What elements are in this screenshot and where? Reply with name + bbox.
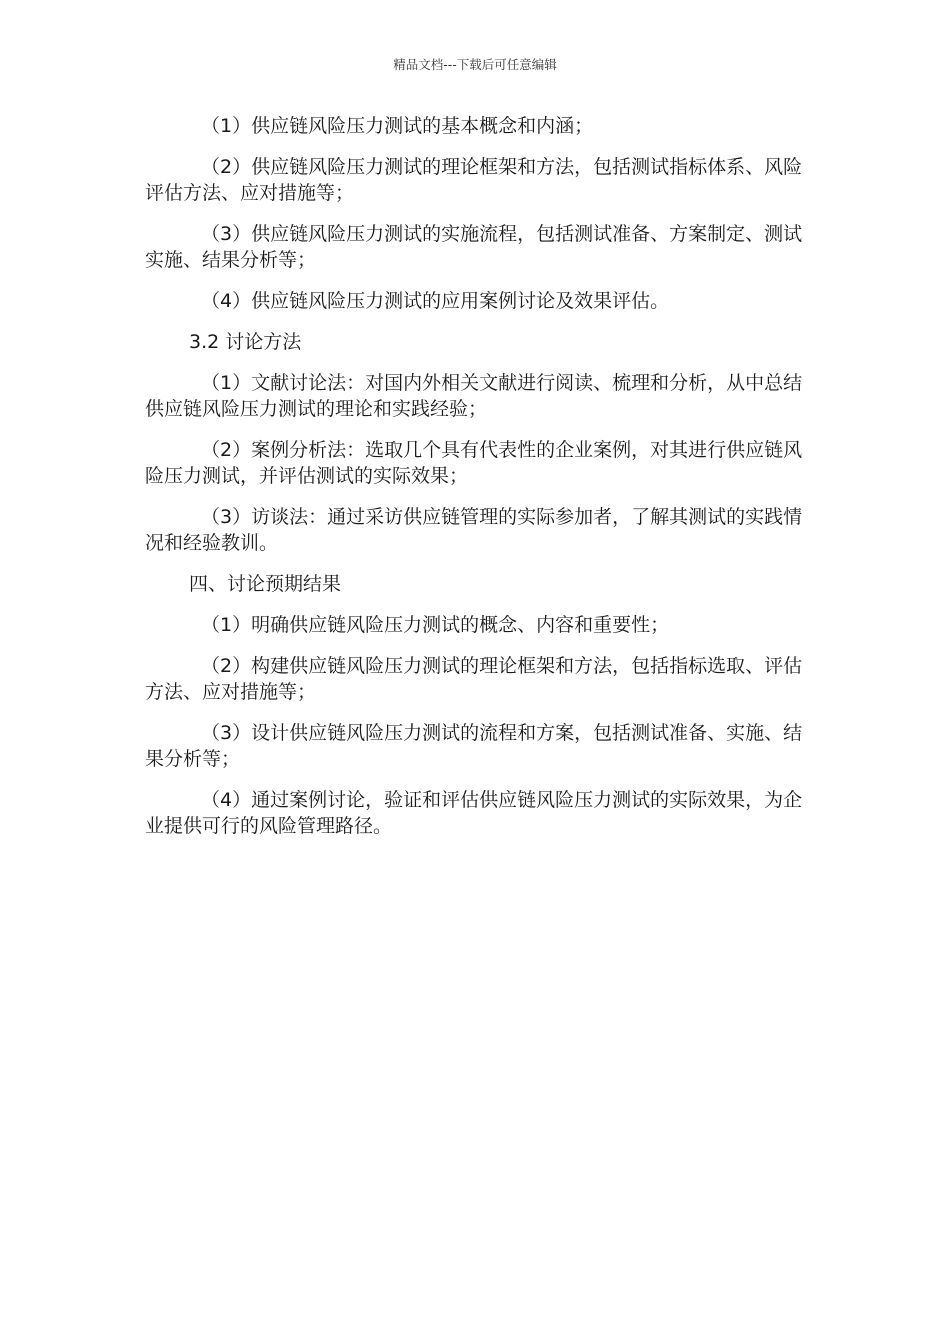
section-heading-methods: 3.2 讨论方法 — [189, 331, 302, 353]
paragraph-method-1: （1）文献讨论法：对国内外相关文献进行阅读、梳理和分析，从中总结供应链风险压力测试的理论和实践经验； — [145, 372, 803, 420]
document-body — [145, 113, 820, 854]
page-header: 精品文档---下载后可任意编辑 — [393, 57, 557, 72]
paragraph-result-3: （3）设计供应链风险压力测试的流程和方案，包括测试准备、实施、结果分析等； — [145, 722, 803, 770]
paragraph-result-1: （1）明确供应链风险压力测试的概念、内容和重要性； — [201, 614, 670, 636]
paragraph-content-1: （1）供应链风险压力测试的基本概念和内涵； — [201, 115, 594, 137]
section-heading-expected-results: 四、讨论预期结果 — [189, 573, 342, 595]
paragraph-method-2: （2）案例分析法：选取几个具有代表性的企业案例，对其进行供应链风险压力测试，并评估测试的实际效果； — [145, 439, 803, 487]
paragraph-content-3: （3）供应链风险压力测试的实施流程，包括测试准备、方案制定、测试实施、结果分析等； — [145, 223, 803, 271]
paragraph-method-3: （3）访谈法：通过采访供应链管理的实际参加者，了解其测试的实践情况和经验教训。 — [145, 506, 803, 554]
paragraph-content-4: （4）供应链风险压力测试的应用案例讨论及效果评估。 — [201, 290, 670, 312]
paragraph-content-2: （2）供应链风险压力测试的理论框架和方法，包括测试指标体系、风险评估方法、应对措施等； — [145, 156, 803, 204]
paragraph-result-2: （2）构建供应链风险压力测试的理论框架和方法，包括指标选取、评估方法、应对措施等； — [145, 655, 803, 703]
paragraph-result-4: （4）通过案例讨论，验证和评估供应链风险压力测试的实际效果，为企业提供可行的风险管理路径。 — [145, 789, 803, 837]
